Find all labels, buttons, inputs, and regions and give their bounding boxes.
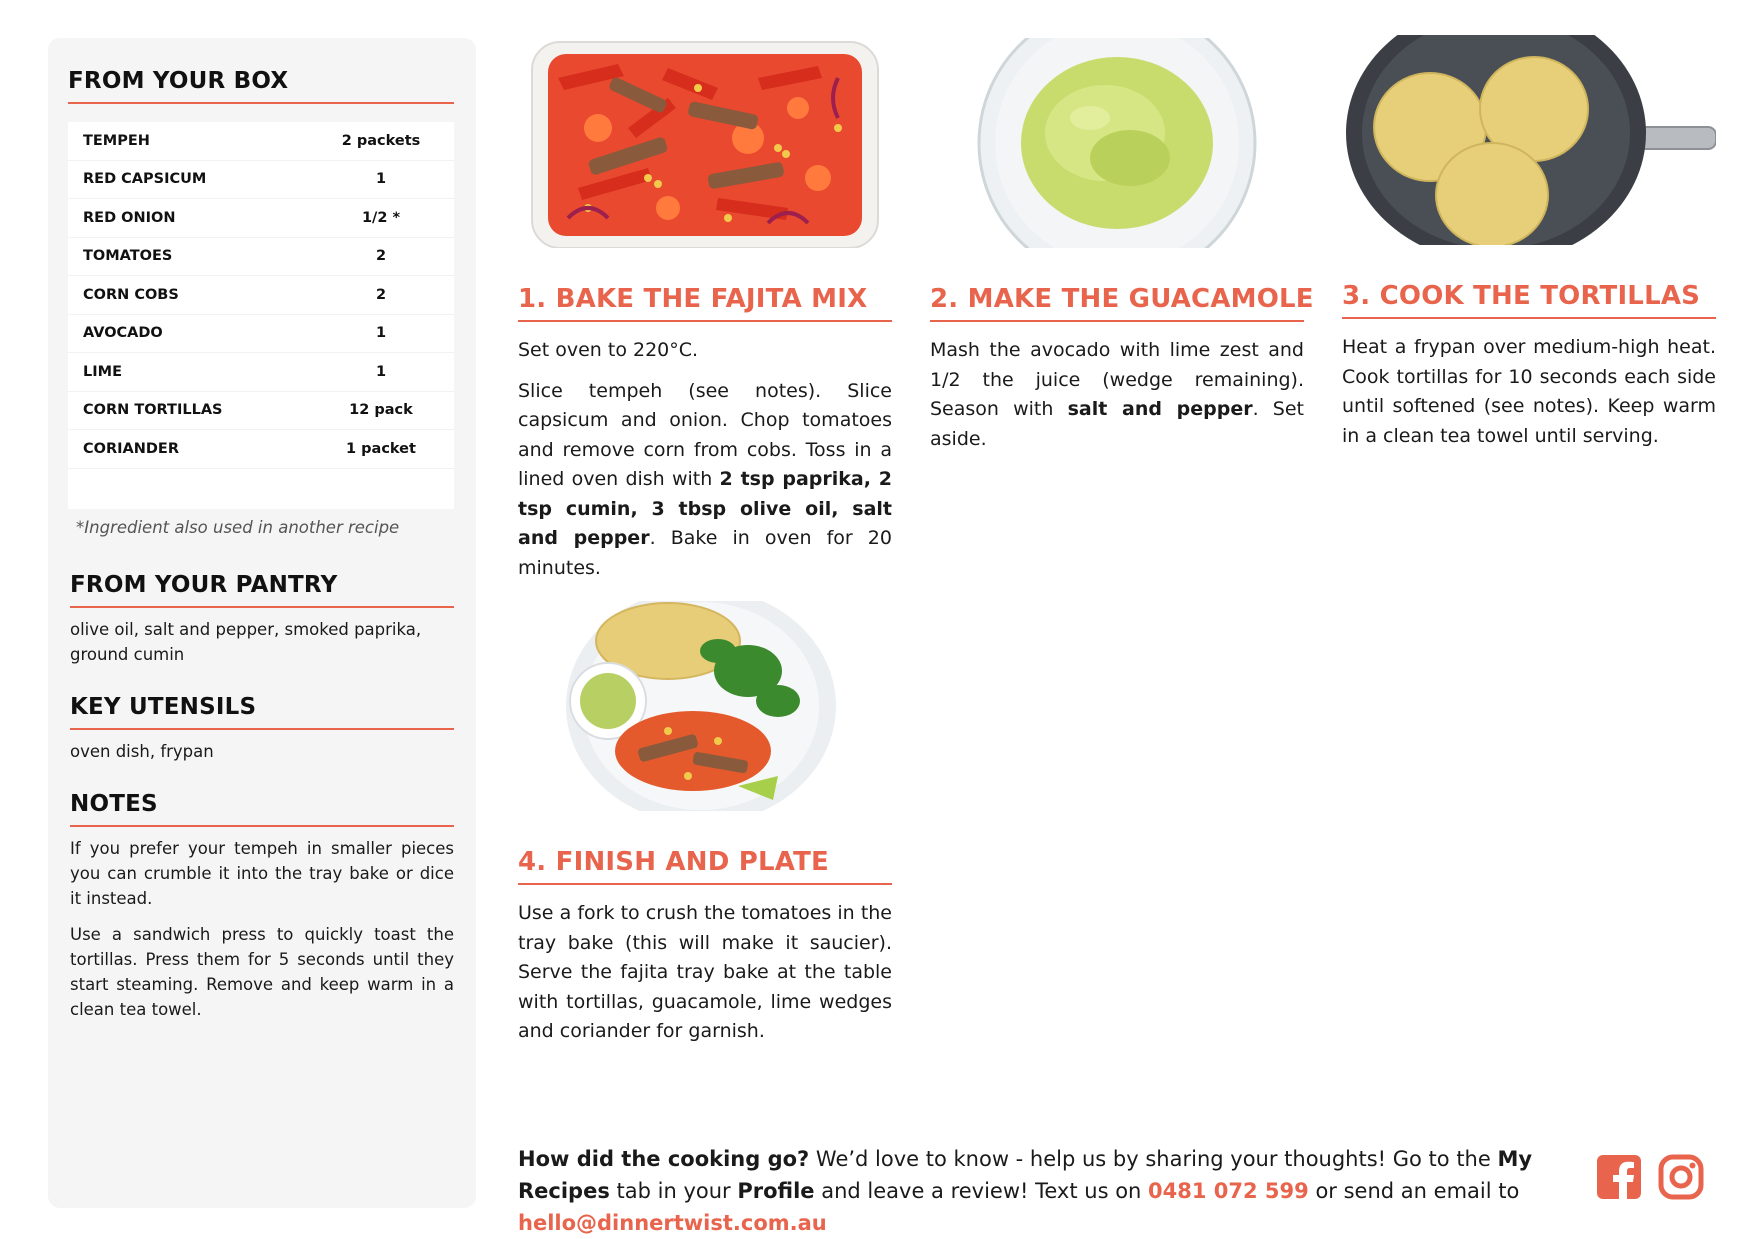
notes-section <box>70 791 454 1022</box>
footer-profile: Profile <box>737 1179 815 1203</box>
ingredient-qty: 1 <box>375 325 387 342</box>
ingredient-footnote: *Ingredient also used in another recipe <box>76 518 400 537</box>
tortillas-frypan-illustration <box>1342 35 1716 245</box>
ingredients-panel <box>48 38 476 1208</box>
note-text: If you prefer your tempeh in smaller pieces you can crumble it into the tray bake or dice it instead. <box>70 839 454 908</box>
step-4-title: 4. FINISH AND PLATE <box>518 847 892 885</box>
step-text-span: Slice tempeh (see notes). Slice capsicum and onion. Chop tomatoes and remove corn from cobs. Toss in a lined oven dish with <box>518 379 892 490</box>
ingredient-name: TEMPEH <box>83 132 150 149</box>
instagram-icon[interactable] <box>1658 1154 1704 1200</box>
footer-question: How did the cooking go? <box>518 1147 810 1171</box>
step-2-photo <box>930 38 1304 248</box>
email-link[interactable]: hello@dinnertwist.com.au <box>518 1211 827 1235</box>
ingredient-row <box>68 122 454 161</box>
step-4-photo <box>518 601 892 811</box>
utensils-text: oven dish, frypan <box>70 742 214 761</box>
step-3 <box>1342 35 1716 451</box>
ingredient-name: TOMATOES <box>83 248 173 265</box>
ingredient-row <box>68 430 454 469</box>
ingredient-qty: 1 <box>375 171 387 188</box>
phone-link[interactable]: 0481 072 599 <box>1148 1179 1309 1203</box>
step-text-bold: salt and pepper <box>1067 398 1253 420</box>
plated-fajitas-illustration <box>518 601 892 811</box>
fajita-tray-illustration <box>518 38 892 248</box>
ingredient-qty: 1 <box>375 363 387 380</box>
ingredient-name: LIME <box>83 363 122 380</box>
from-your-box-section <box>68 68 454 509</box>
ingredient-name: CORN COBS <box>83 286 179 303</box>
ingredient-name: CORN TORTILLAS <box>83 402 223 419</box>
step-3-paragraph: Heat a frypan over medium-high heat. Cook tortillas for 10 seconds each side until softened (see notes). Keep warm in a clean tea towel until serving. <box>1342 336 1716 447</box>
pantry-heading: FROM YOUR PANTRY <box>70 572 454 608</box>
ingredient-qty: 1 packet <box>346 440 416 457</box>
ingredient-row <box>68 276 454 315</box>
step-1-title: 1. BAKE THE FAJITA MIX <box>518 284 892 322</box>
step-2-paragraph <box>930 336 1304 454</box>
pantry-section <box>70 572 454 667</box>
step-1-text <box>518 336 892 583</box>
utensils-section <box>70 694 454 764</box>
ingredient-row <box>68 199 454 238</box>
ingredient-row <box>68 238 454 277</box>
footer-text: or send an email to <box>1308 1179 1520 1203</box>
footer-text: tab in your <box>609 1179 738 1203</box>
step-text-span: . Bake in oven for 20 minutes. <box>518 527 892 579</box>
step-1-photo <box>518 38 892 248</box>
footer-my-recipes: My Recipes <box>518 1147 1533 1203</box>
step-3-text <box>1342 333 1716 451</box>
ingredient-qty: 2 <box>375 248 387 265</box>
ingredient-qty: 1/2 * <box>361 209 401 226</box>
step-2-title: 2. MAKE THE GUACAMOLE <box>930 284 1304 322</box>
ingredient-row <box>68 315 454 354</box>
ingredient-row <box>68 392 454 431</box>
step-text-bold: 2 tsp paprika, 2 tsp cumin, 3 tbsp olive oil, salt and pepper <box>518 468 893 549</box>
footer-text: We’d love to know - help us by sharing your thoughts! Go to the <box>809 1147 1498 1171</box>
ingredient-name: RED ONION <box>83 209 176 226</box>
note-text: Use a sandwich press to quickly toast the tortillas. Press them for 5 seconds until they start steaming. Remove and keep warm in a clean tea towel. <box>70 925 454 1019</box>
facebook-icon[interactable] <box>1596 1154 1642 1200</box>
ingredient-name: RED CAPSICUM <box>83 171 207 188</box>
step-1 <box>518 38 892 583</box>
step-2-text <box>930 336 1304 454</box>
ingredient-row <box>68 353 454 392</box>
ingredient-name: CORIANDER <box>83 440 179 457</box>
step-4-text <box>518 899 892 1047</box>
step-text-span: . Set aside. <box>930 398 1305 450</box>
pantry-text: olive oil, salt and pepper, smoked paprika, ground cumin <box>70 620 422 664</box>
step-1-paragraph: Set oven to 220°C. <box>518 339 699 361</box>
step-text-span: Mash the avocado with lime zest and 1/2 the juice (wedge remaining). Season with <box>930 339 1304 420</box>
step-1-paragraph <box>518 377 892 584</box>
ingredient-row <box>68 161 454 200</box>
guacamole-bowl-illustration <box>930 38 1304 248</box>
from-your-box-heading: FROM YOUR BOX <box>68 68 454 104</box>
ingredient-qty: 2 packets <box>341 132 421 149</box>
ingredients-table <box>68 122 454 509</box>
utensils-heading: KEY UTENSILS <box>70 694 454 730</box>
step-4-paragraph: Use a fork to crush the tomatoes in the tray bake (this will make it saucier). Serve the fajita tray bake at the table with tortillas, guacamole, lime wedges and coriander for garnish. <box>518 902 892 1042</box>
step-4 <box>518 601 892 1047</box>
feedback-footer <box>518 1143 1568 1239</box>
step-3-title: 3. COOK THE TORTILLAS <box>1342 281 1716 319</box>
footer-text: and leave a review! Text us on <box>814 1179 1149 1203</box>
ingredient-qty: 2 <box>375 286 387 303</box>
step-3-photo <box>1342 35 1716 245</box>
step-2 <box>930 38 1314 454</box>
ingredient-name: AVOCADO <box>83 325 163 342</box>
notes-heading: NOTES <box>70 791 454 827</box>
ingredient-qty: 12 pack <box>349 402 413 419</box>
